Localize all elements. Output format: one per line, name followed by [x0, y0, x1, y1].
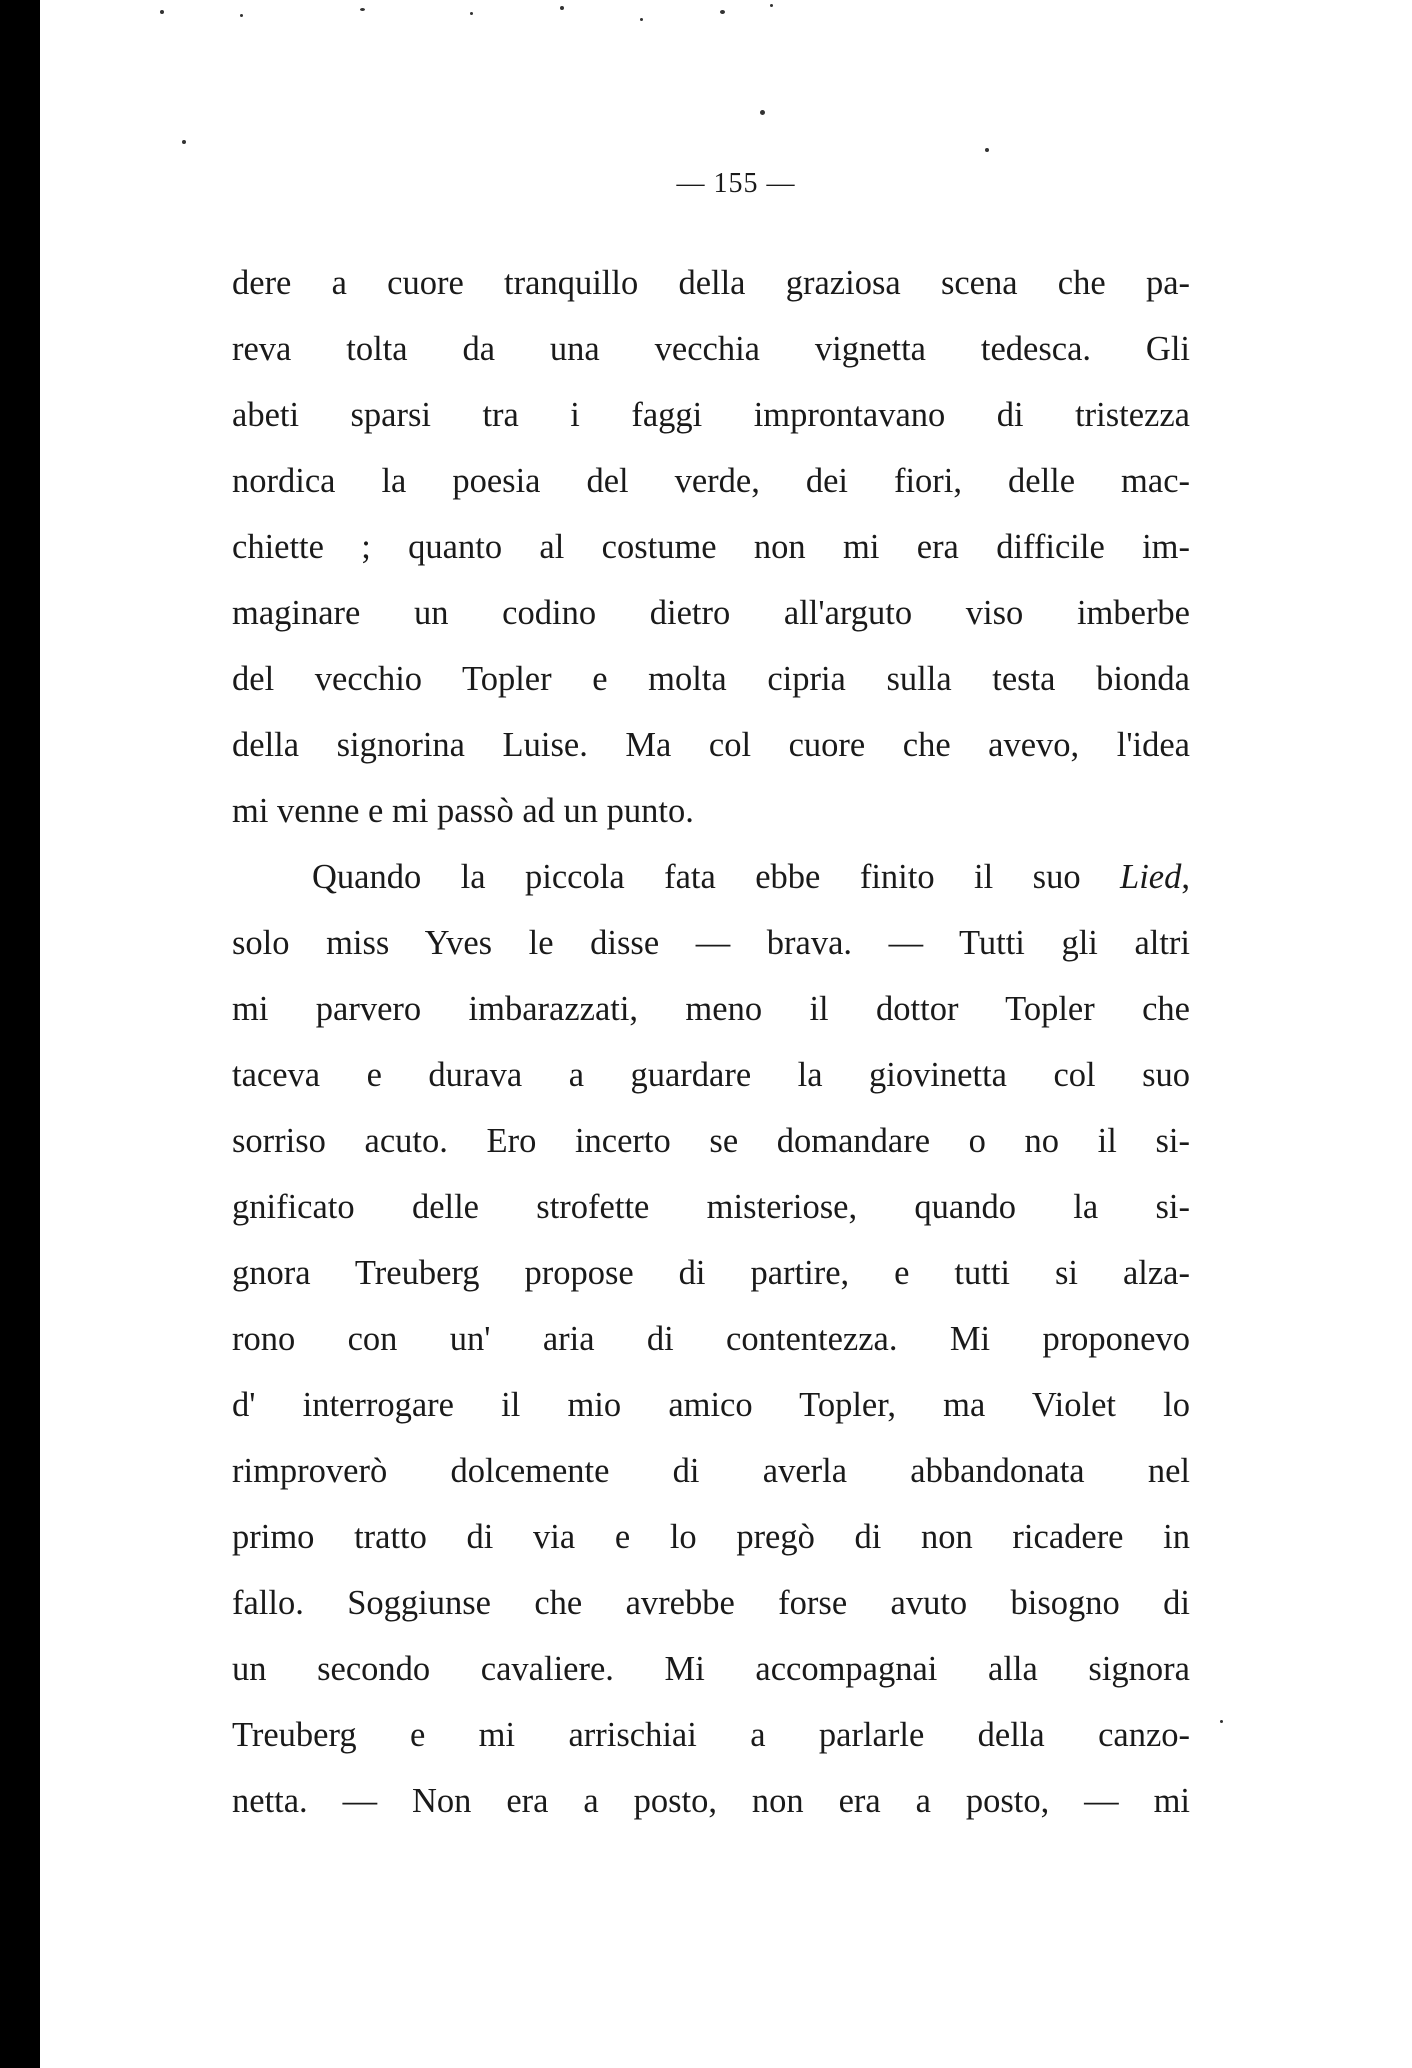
- scan-speck: [240, 14, 243, 17]
- text-line: della signorina Luise. Ma col cuore che avevo, l'idea: [232, 726, 1190, 764]
- text-line: rimproverò dolcemente di averla abbandonata nel: [232, 1452, 1190, 1490]
- text-line: maginare un codino dietro all'arguto viso imberbe: [232, 594, 1190, 632]
- scan-speck: [560, 6, 564, 10]
- text-line-paragraph-start: [232, 844, 1190, 910]
- text-line: del vecchio Topler e molta cipria sulla testa bionda: [232, 660, 1190, 698]
- text-line: taceva e durava a guardare la giovinetta col suo: [232, 1056, 1190, 1094]
- binding-edge: [0, 0, 40, 2068]
- scan-speck: [160, 10, 164, 14]
- page-number: — 155 —: [676, 168, 796, 199]
- text-line: d' interrogare il mio amico Topler, ma Violet lo: [232, 1386, 1190, 1424]
- text-line: reva tolta da una vecchia vignetta tedesca. Gli: [232, 330, 1190, 368]
- text-line: un secondo cavaliere. Mi accompagnai alla signora: [232, 1650, 1190, 1688]
- italic-word: Lied: [1120, 858, 1182, 896]
- text-line: sorriso acuto. Ero incerto se domandare o no il si-: [232, 1122, 1190, 1160]
- text-line: abeti sparsi tra i faggi improntavano di tristezza: [232, 396, 1190, 434]
- body-text: [232, 250, 1190, 1834]
- scan-speck: [760, 110, 765, 115]
- text-line: gnora Treuberg propose di partire, e tutti si alza-: [232, 1254, 1190, 1292]
- text-line: gnificato delle strofette misteriose, quando la si-: [232, 1188, 1190, 1226]
- text-line: mi parvero imbarazzati, meno il dottor Topler che: [232, 990, 1190, 1028]
- scan-speck: [770, 4, 773, 7]
- scan-speck: [985, 148, 989, 152]
- text-line: nordica la poesia del verde, dei fiori, delle mac-: [232, 462, 1190, 500]
- scan-speck: [640, 18, 643, 21]
- text-line: rono con un' aria di contentezza. Mi proponevo: [232, 1320, 1190, 1358]
- scan-speck: [182, 140, 186, 144]
- text-line: fallo. Soggiunse che avrebbe forse avuto bisogno di: [232, 1584, 1190, 1622]
- scan-speck: [360, 8, 365, 11]
- text-line: dere a cuore tranquillo della graziosa scena che pa-: [232, 264, 1190, 302]
- scan-speck: [720, 10, 725, 14]
- text-line: primo tratto di via e lo pregò di non ricadere in: [232, 1518, 1190, 1556]
- text-segment: Quando la piccola fata ebbe finito il suo: [312, 858, 1121, 896]
- text-line: mi venne e mi passò ad un punto.: [232, 792, 694, 830]
- text-line: chiette ; quanto al costume non mi era difficile im-: [232, 528, 1190, 566]
- scan-speck: [1220, 1720, 1223, 1723]
- text-segment: ,: [1181, 858, 1190, 896]
- text-line: Treuberg e mi arrischiai a parlarle della canzo-: [232, 1716, 1190, 1754]
- scan-speck: [470, 12, 473, 15]
- text-line: solo miss Yves le disse — brava. — Tutti gli altri: [232, 924, 1190, 962]
- text-line: netta. — Non era a posto, non era a posto, — mi: [232, 1782, 1190, 1820]
